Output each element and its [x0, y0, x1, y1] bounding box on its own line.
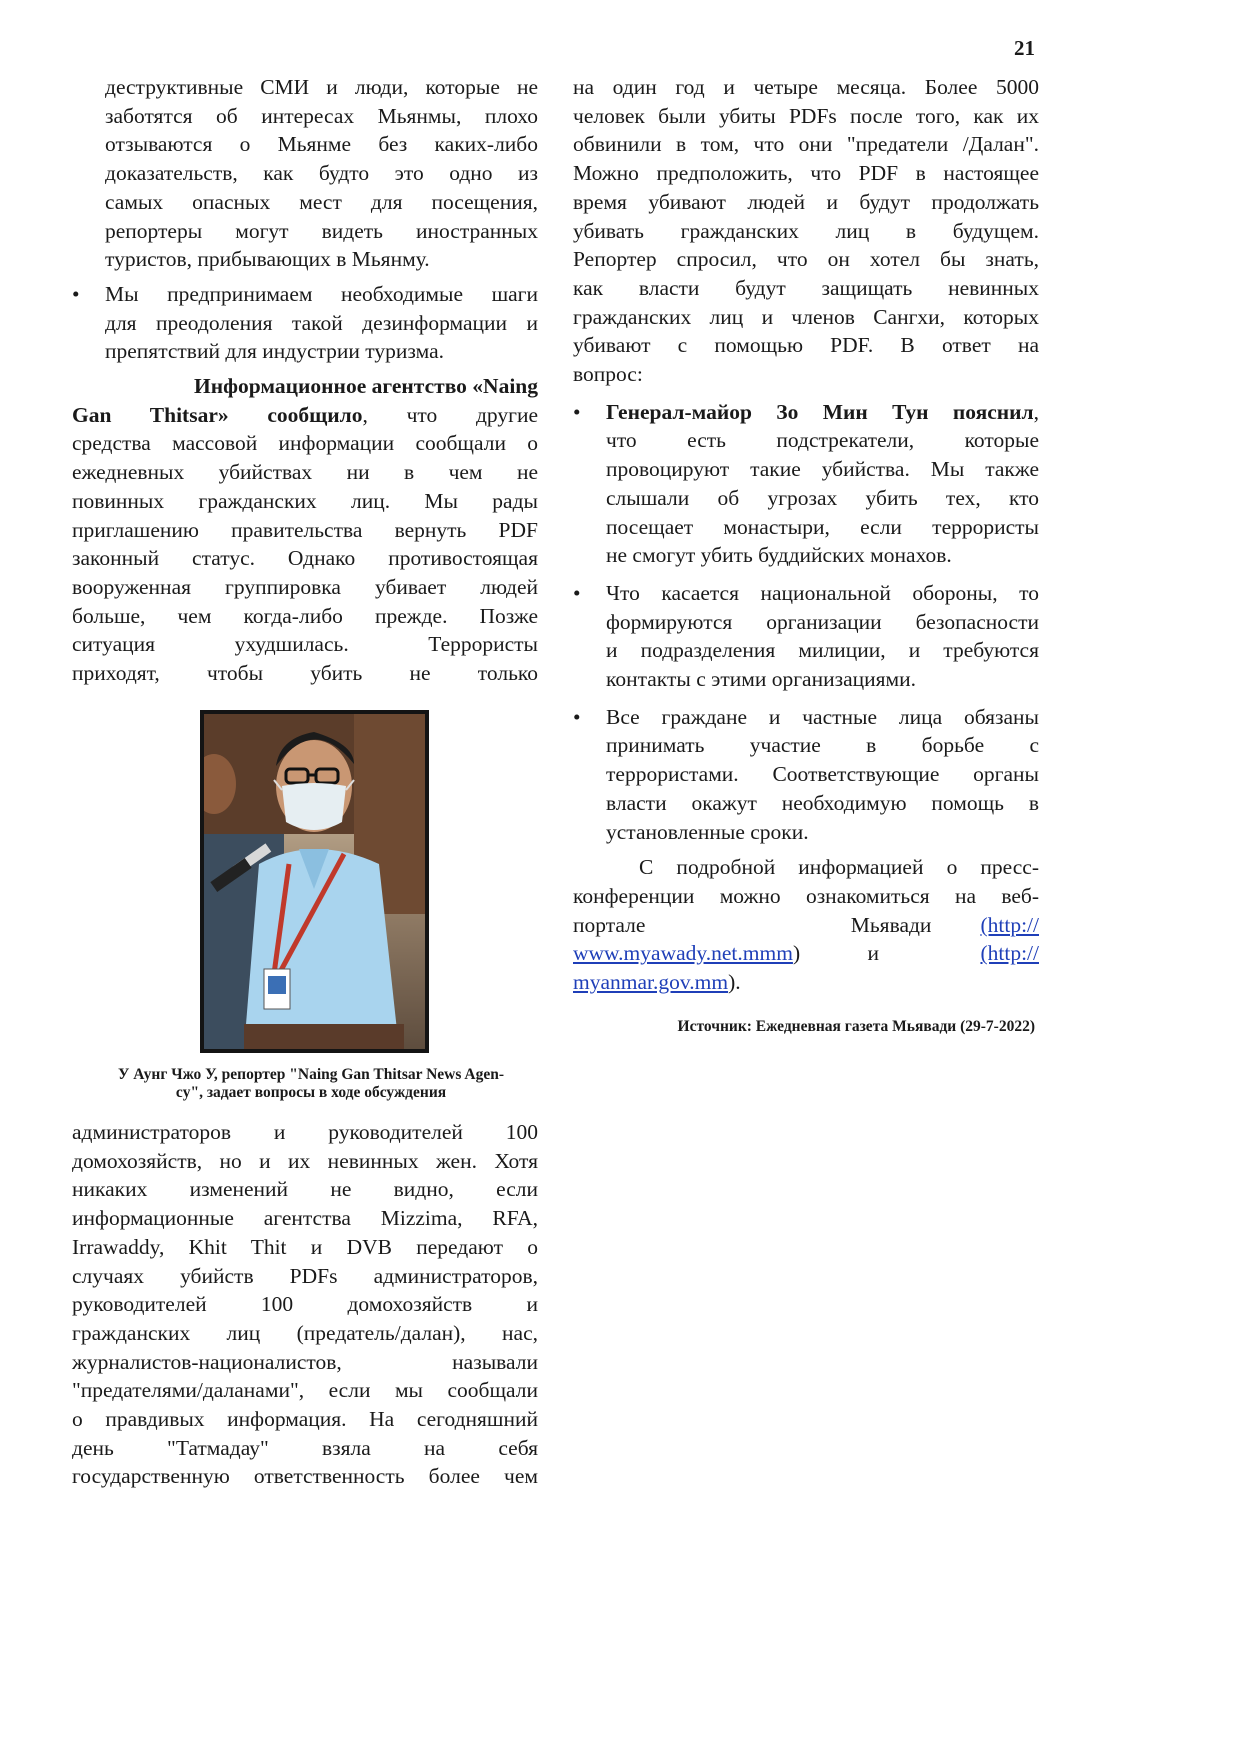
- reporter-illustration: [204, 714, 425, 1049]
- text-line: вопрос:: [573, 362, 643, 387]
- text-line: вооруженная группировка убивает людей: [72, 574, 538, 599]
- text-fragment: ) и: [792, 941, 879, 966]
- reporter-photo: [200, 710, 429, 1053]
- text-line: время убивают людей и будут продолжать: [573, 189, 1039, 214]
- text-line: приходят, чтобы убить не только: [72, 661, 538, 686]
- text-line: и подразделения милиции, и требуются: [606, 638, 1039, 663]
- text-line: слышали об угрозах убить тех, кто: [606, 485, 1039, 510]
- text-line: принимать участие в борьбе с: [606, 733, 1039, 758]
- text-line: информационные агентства Mizzima, RFA,: [72, 1206, 538, 1231]
- text-line: туристов, прибывающих в Мьянму.: [105, 247, 430, 272]
- text-line: Можно предположить, что PDF в настоящее: [573, 161, 1039, 186]
- text-line: посещает монастыри, если террористы: [606, 514, 1039, 539]
- text-line: самых опасных мест для посещения,: [105, 189, 538, 214]
- text-line: установленные сроки.: [606, 819, 809, 844]
- text-fragment: [573, 939, 879, 968]
- myanmar-gov-link-cont[interactable]: myanmar.gov.mm: [573, 970, 729, 995]
- text-fragment: ,: [1033, 399, 1039, 424]
- text-line: [573, 939, 1039, 968]
- text-line: убивать гражданских лиц в будущем.: [573, 218, 1039, 243]
- text-line: провоцируют такие убийства. Мы также: [606, 457, 1039, 482]
- text-line: не смогут убить буддийских монахов.: [606, 543, 952, 568]
- text-line: повинных гражданских лиц. Мы рады: [72, 488, 538, 513]
- text-line: на один год и четыре месяца. Более 5000: [573, 75, 1039, 99]
- text-line: обвинили в том, что они "предатели /Далан".: [573, 132, 1039, 157]
- bullet-list: [72, 280, 538, 366]
- text-line: законный статус. Однако противостоящая: [72, 546, 538, 571]
- text-line: репортеры могут видеть иностранных: [105, 218, 538, 243]
- text-line: заботятся об интересах Мьянмы, плохо: [105, 103, 538, 128]
- bullet-list: [573, 398, 1039, 847]
- text-line: террористами. Соответствующие органы: [606, 762, 1039, 787]
- text-line: • Что касается национальной обороны, то: [606, 580, 1039, 605]
- text-line: деструктивные СМИ и люди, которые не: [105, 75, 538, 99]
- text-fragment: ).: [728, 970, 741, 995]
- right-column: [573, 73, 1039, 997]
- text-line: ежедневных убийствах ни в чем не: [72, 460, 538, 485]
- text-line: случаях убийств PDFs администраторов,: [72, 1263, 538, 1288]
- left-column-bottom: [72, 1118, 538, 1491]
- text-line: руководителей 100 домохозяйств и: [72, 1292, 538, 1317]
- bold-lead: Gan Thitsar» сообщило: [72, 402, 363, 427]
- text-line: "предателями/даланами", если мы сообщали: [72, 1378, 538, 1403]
- text-line: администраторов и руководителей 100: [72, 1120, 538, 1144]
- text-line: Irrawaddy, Khit Thit и DVB передают о: [72, 1234, 538, 1259]
- text-line: день "Татмадау" взяла на себя: [72, 1435, 538, 1460]
- text-line: контакты с этими организациями.: [606, 667, 917, 692]
- text-line: препятствий для индустрии туризма.: [105, 339, 444, 364]
- text-line: никаких изменений не видно, если: [72, 1177, 538, 1202]
- bullet-item: [573, 703, 1039, 847]
- text-line: • Мы предпринимаем необходимые шаги: [105, 281, 538, 306]
- text-line: власти окажут необходимую помощь в: [606, 790, 1039, 815]
- bullet-item: [72, 280, 538, 366]
- text-line: [573, 968, 1039, 997]
- text-line: ситуация ухудшилась. Террористы: [72, 632, 538, 657]
- text-fragment: портале Мьявади: [573, 912, 932, 937]
- caption-line: У Аунг Чжо У, репортер "Naing Gan Thitsar News Agen-: [117, 1066, 505, 1083]
- text-line: журналистов-националистов, называли: [72, 1349, 538, 1374]
- text-line: отзываются о Мьянме без каких-либо: [105, 132, 538, 157]
- bullet-continuation: [72, 73, 538, 274]
- photo-content: [204, 714, 425, 1049]
- text-line: гражданских лиц (предатель/далан), нас,: [72, 1320, 538, 1345]
- caption-line: cy", задает вопросы в ходе обсуждения: [175, 1084, 447, 1101]
- text-line: Репортер спросил, что он хотел бы знать,: [573, 247, 1039, 272]
- paragraph: [573, 73, 1039, 389]
- text-line: убивают с помощью PDF. В ответ на: [573, 333, 1039, 358]
- text-line: приглашению правительства вернуть PDF: [72, 517, 538, 542]
- text-line: формируются организации безопасности: [606, 609, 1039, 634]
- text-line: как власти будут защищать невинных: [573, 275, 1039, 300]
- text-line: средства массовой информации сообщали о: [72, 431, 538, 456]
- text-line: что есть подстрекатели, которые: [606, 428, 1039, 453]
- text-line: доказательств, как будто это одно из: [105, 161, 538, 186]
- text-line: государственную ответственность более чем: [72, 1464, 538, 1489]
- text-line: [606, 398, 1039, 427]
- page-number: 21: [1014, 36, 1035, 60]
- source-note: Источник: Ежедневная газета Мьявади (29-7-2022): [677, 1018, 1035, 1035]
- text-line: [573, 911, 1039, 940]
- text-line: больше, чем когда-либо прежде. Позже: [72, 603, 538, 628]
- photo-caption: [72, 1066, 550, 1102]
- left-column-top: [72, 73, 538, 688]
- text-line: для преодоления такой дезинформации и: [105, 310, 538, 335]
- text-line: домохозяйств, но и их невинных жен. Хотя: [72, 1148, 538, 1173]
- text-line: о правдивых информация. На сегодняшний: [72, 1407, 538, 1432]
- text-line: [72, 401, 538, 430]
- myawady-link[interactable]: (http://: [980, 912, 1039, 937]
- myawady-link-cont[interactable]: www.myawady.net.mmm: [573, 941, 793, 966]
- myanmar-gov-link[interactable]: (http://: [980, 941, 1039, 966]
- closing-paragraph: [573, 853, 1039, 997]
- text-fragment: , что другие: [362, 402, 539, 427]
- text-line: гражданских лиц и членов Сангхи, которых: [573, 304, 1039, 329]
- text-line: • Все граждане и частные лица обязаны: [606, 704, 1039, 729]
- paragraph: [72, 372, 538, 688]
- text-line: С подробной информацией о пресс-: [639, 855, 1039, 880]
- bullet-item: [573, 579, 1039, 694]
- bold-lead: Генерал-майор Зо Мин Тун пояснил: [606, 399, 1034, 424]
- text-line: конференции можно ознакомиться на веб-: [573, 883, 1039, 908]
- text-line: человек были убиты PDFs после того, как их: [573, 103, 1039, 128]
- bullet-item: [573, 398, 1039, 570]
- bold-lead: Информационное агентство «Naing: [194, 374, 538, 399]
